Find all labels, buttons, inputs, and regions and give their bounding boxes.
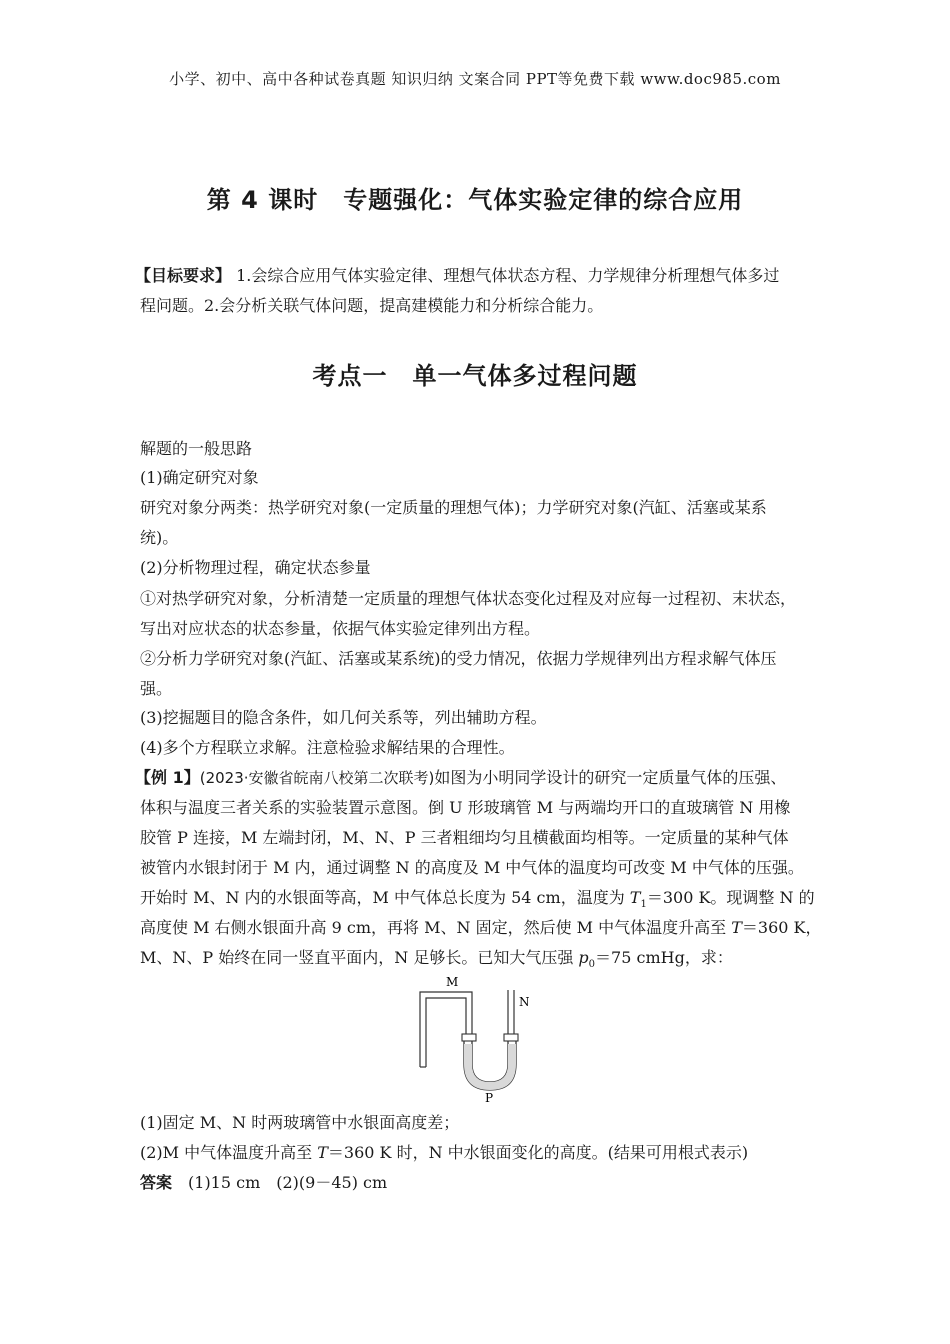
connector-right [504, 1034, 518, 1041]
u-tube-apparatus-figure [412, 972, 542, 1102]
example-line-4: 被管内水银封闭于 M 内，通过调整 N 的高度及 M 中气体的温度均可改变 M 中气体的压强。 [140, 858, 804, 877]
tube-p-inner [472, 1040, 508, 1082]
example-text-1: 如图为小明同学设计的研究一定质量气体的压强、 [434, 768, 787, 787]
example-text-7b: ＝75 cmHg，求： [595, 948, 733, 967]
body-line-6: ①对热学研究对象，分析清楚一定质量的理想气体状态变化过程及对应每一过程初、末状态， [140, 589, 797, 608]
objective-line-2: 程问题。2.会分析关联气体问题，提高建模能力和分析综合能力。 [140, 296, 604, 315]
connector-left [462, 1034, 476, 1041]
label-p: P [485, 1091, 494, 1102]
body-line-1: 解题的一般思路 [140, 439, 253, 458]
q2-t-symbol: T [317, 1143, 328, 1162]
body-line-5: (2)分析物理过程，确定状态参量 [140, 558, 371, 577]
question-2-text-a: (2)M 中气体温度升高至 [140, 1143, 318, 1162]
mercury-fill [464, 1044, 516, 1090]
tube-m-inner [426, 998, 466, 1067]
body-line-8: ②分析力学研究对象(汽缸、活塞或某系统)的受力情况，依据力学规律列出方程求解气体压 [140, 649, 777, 668]
p0-subscript: 0 [588, 959, 596, 971]
answer-text: (1)15 cm (2)(9－45) cm [172, 1173, 388, 1192]
body-line-9: 强。 [140, 679, 173, 698]
objective-text-1: 1.会综合应用气体实验定律、理想气体状态方程、力学规律分析理想气体多过 [236, 266, 780, 285]
lesson-title: 第 4 课时 专题强化：气体实验定律的综合应用 [206, 186, 744, 214]
t1-symbol: T [629, 888, 641, 907]
example-line-5 [140, 888, 815, 915]
example-line-3: 胶管 P 连接，M 左端封闭，M、N、P 三者粗细均匀且横截面均相等。一定质量的某种气体 [140, 828, 789, 847]
objective-line-1 [135, 266, 779, 286]
example-text-5b: ＝300 K。现调整 N 的 [646, 888, 815, 907]
question-2-text-b: ＝360 K 时，N 中水银面变化的高度。(结果可用根式表示) [327, 1143, 749, 1162]
example-line-1 [135, 768, 786, 788]
objective-label: 【目标要求】 [135, 266, 232, 285]
example-text-6b: ＝360 K， [741, 918, 822, 937]
body-line-2: (1)确定研究对象 [140, 468, 259, 487]
p0-symbol: p [578, 948, 589, 967]
body-line-11: (4)多个方程联立求解。注意检验求解结果的合理性。 [140, 738, 515, 757]
t-symbol: T [731, 918, 742, 937]
example-source: (2023·安徽省皖南八校第二次联考) [199, 769, 435, 787]
question-1: (1)固定 M、N 时两玻璃管中水银面高度差； [140, 1113, 460, 1132]
example-text-6a: 高度使 M 右侧水银面升高 9 cm，再将 M、N 固定，然后使 M 中气体温度升高至 [140, 918, 732, 937]
example-line-6 [140, 918, 822, 938]
label-n: N [519, 995, 530, 1009]
body-line-7: 写出对应状态的状态参量，依据气体实验定律列出方程。 [140, 619, 541, 638]
label-m: M [446, 975, 459, 989]
t1-subscript: 1 [640, 899, 647, 911]
answer-line [140, 1173, 387, 1193]
body-line-3: 研究对象分两类：热学研究对象(一定质量的理想气体)；力学研究对象(汽缸、活塞或某系 [140, 498, 767, 517]
body-line-4: 统)。 [140, 528, 179, 547]
example-label: 【例 1】 [135, 768, 200, 787]
example-text-7a: M、N、P 始终在同一竖直平面内，N 足够长。已知大气压强 [140, 948, 579, 967]
body-line-10: (3)挖掘题目的隐含条件，如几何关系等，列出辅助方程。 [140, 708, 547, 727]
example-line-2: 体积与温度三者关系的实验装置示意图。倒 U 形玻璃管 M 与两端均开口的直玻璃管 N 用橡 [140, 798, 791, 817]
example-text-5a: 开始时 M、N 内的水银面等高，M 中气体总长度为 54 cm，温度为 [140, 888, 630, 907]
page-header: 小学、初中、高中各种试卷真题 知识归纳 文案合同 PPT等免费下载 www.doc985.com [169, 70, 781, 88]
section-title: 考点一 单一气体多过程问题 [312, 362, 638, 390]
question-2 [140, 1143, 748, 1163]
answer-label: 答案 [140, 1173, 173, 1192]
